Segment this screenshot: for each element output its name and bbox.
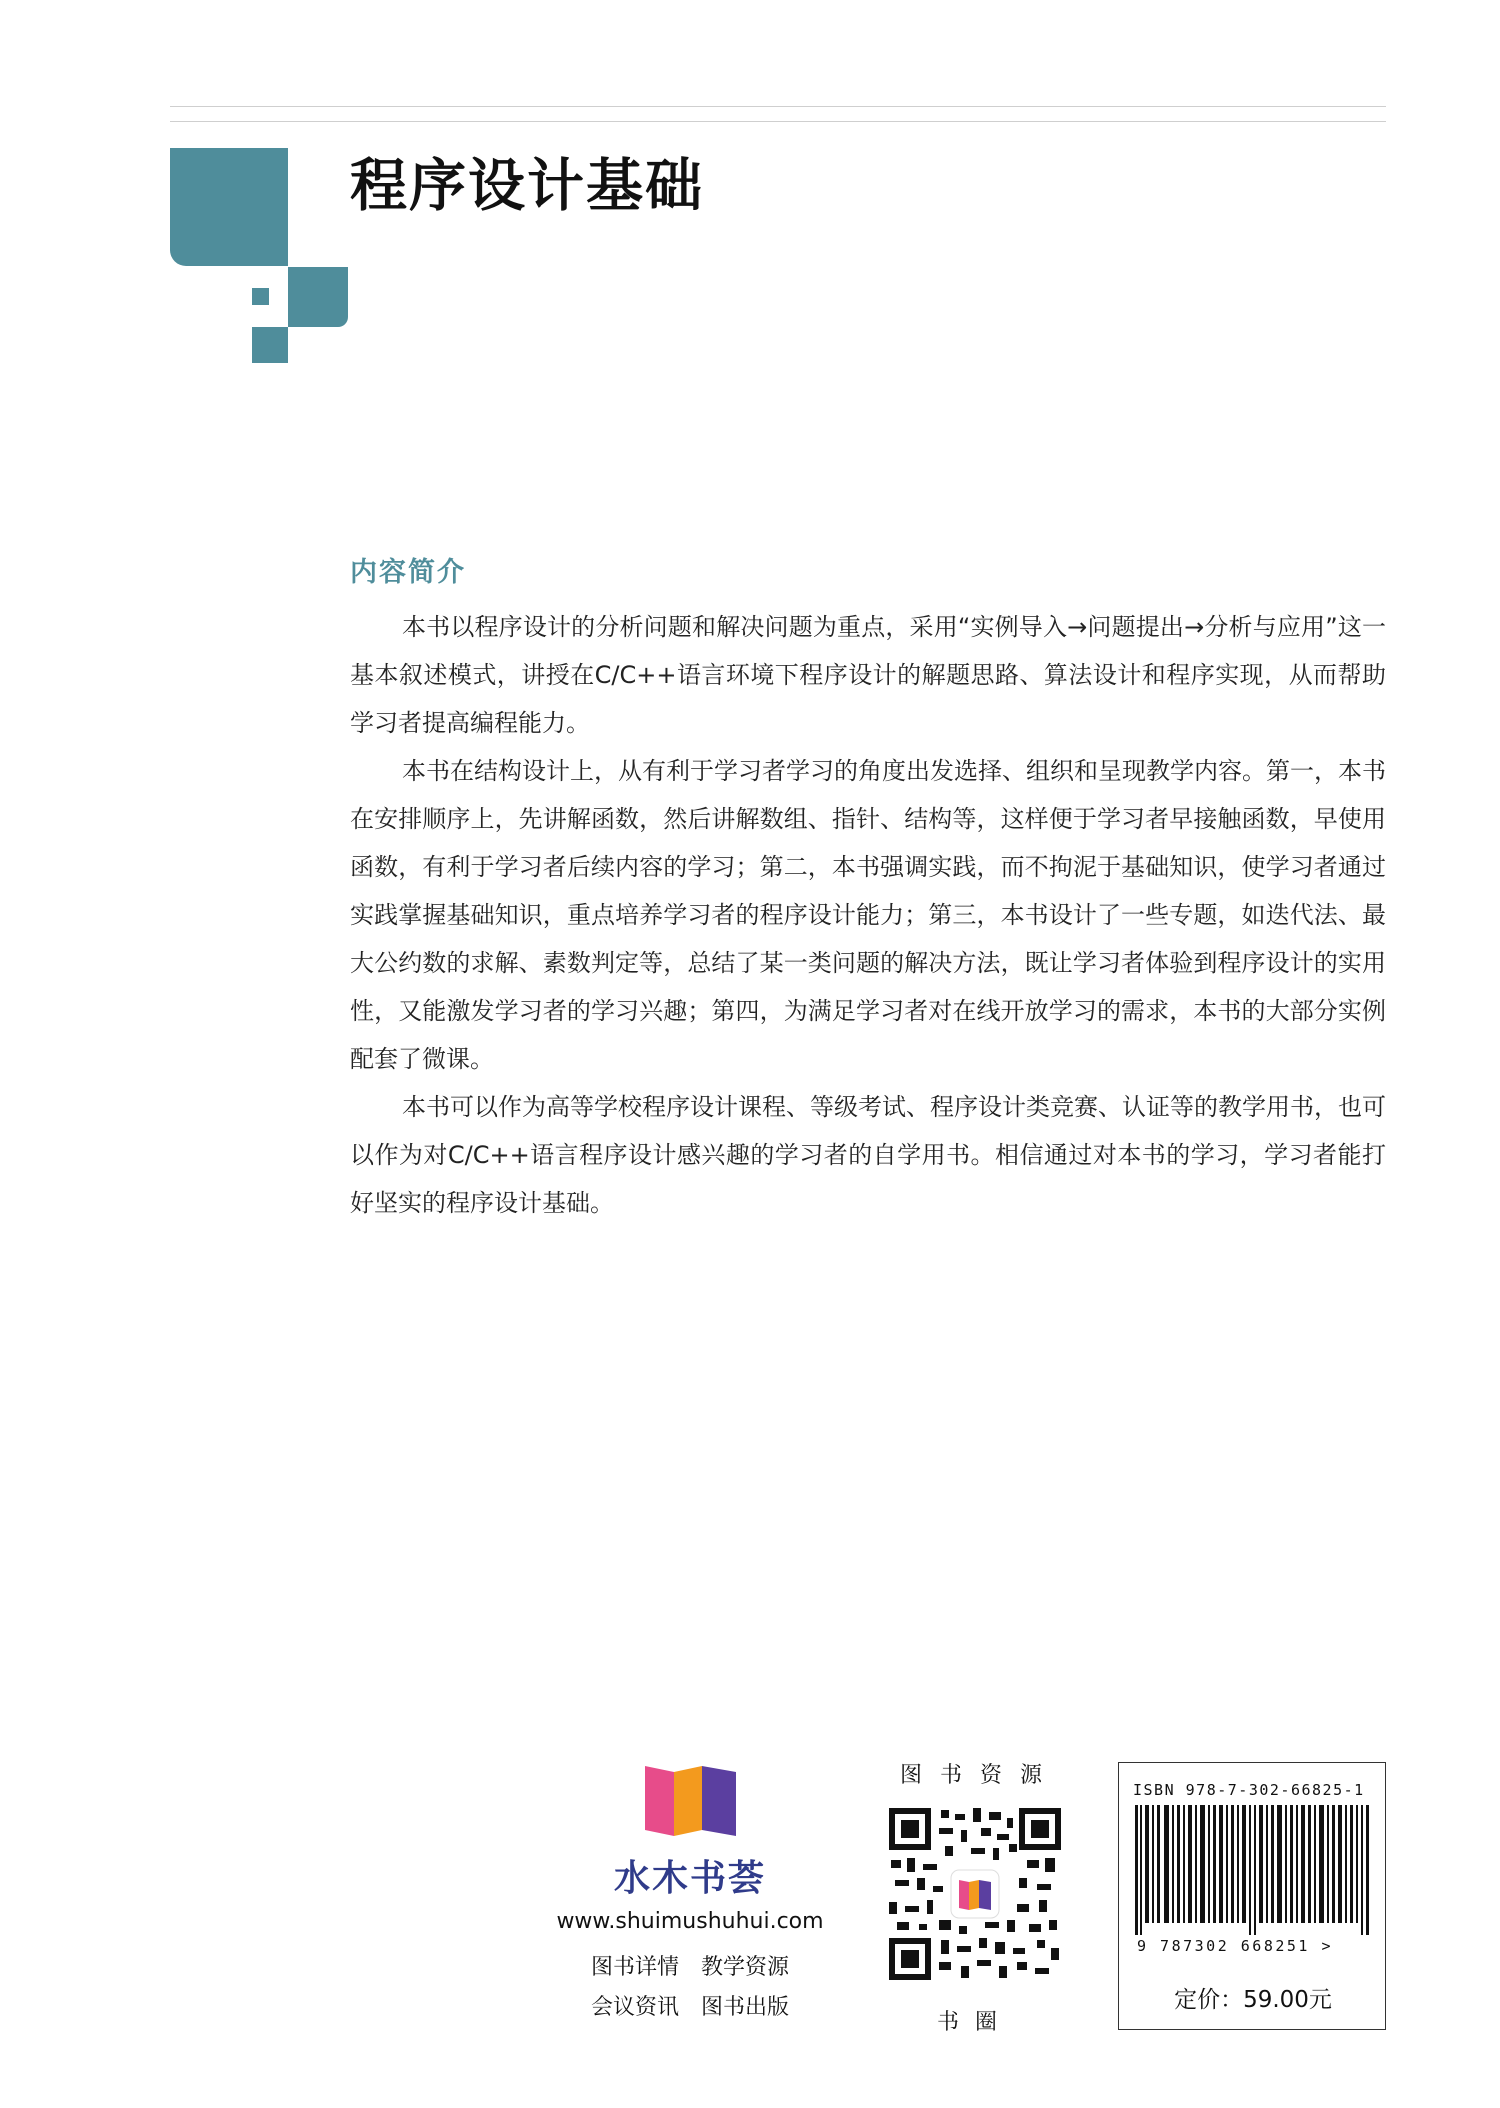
top-rule-1 — [170, 106, 1386, 107]
top-rule-2 — [170, 121, 1386, 122]
isbn-digits: 9 787302 668251 > — [1137, 1937, 1334, 1955]
intro-paragraph: 本书以程序设计的分析问题和解决问题为重点，采用“实例导入→问题提出→分析与应用”这一基本叙述模式，讲授在C/C++语言环境下程序设计的解题思路、算法设计和程序实现，从而帮助学习者提高编程能力。 — [350, 613, 1386, 737]
book-title: 程序设计基础 — [350, 153, 704, 219]
intro-paragraph: 本书在结构设计上，从有利于学习者学习的角度出发选择、组织和呈现教学内容。第一，本书在安排顺序上，先讲解函数，然后讲解数组、指针、结构等，这样便于学习者早接触函数，早使用函数，有利于学习者后续内容的学习；第二，本书强调实践，而不拘泥于基础知识，使学习者通过实践掌握基础知识，重点培养学习者的程序设计能力；第三，本书设计了一些专题，如迭代法、最大公约数的求解、素数判定等，总结了某一类问题的解决方法，既让学习者体验到程序设计的实用性，又能激发学习者的学习兴趣；第四，为满足学习者对在线开放学习的需求，本书的大部分实例配套了微课。 — [350, 757, 1386, 1073]
publisher-links — [560, 1948, 820, 2028]
links-row — [560, 1988, 820, 2028]
price-label: 定价：59.00元 — [1174, 1987, 1332, 2013]
isbn-box — [1118, 1762, 1386, 2030]
barcode-icon — [1131, 1805, 1375, 1935]
square-large — [170, 148, 288, 266]
link-conference-news[interactable]: 会议资讯 — [590, 1995, 679, 2020]
links-row — [560, 1948, 820, 1988]
link-book-details[interactable]: 图书详情 — [590, 1955, 679, 1980]
qr-code-icon[interactable] — [889, 1808, 1061, 1980]
intro-paragraph: 本书可以作为高等学校程序设计课程、等级考试、程序设计类竞赛、认证等的教学用书，也可以作为对C/C++语言程序设计感兴趣的学习者的自学用书。相信通过对本书的学习，学习者能打好坚实的程序设计基础。 — [350, 1093, 1386, 1217]
qr-heading: 图书资源 — [899, 1763, 1060, 1788]
isbn-label: ISBN 978-7-302-66825-1 — [1133, 1781, 1365, 1799]
publisher-url[interactable]: www.shuimushuhui.com — [556, 1909, 824, 1934]
intro-heading: 内容简介 — [350, 557, 466, 588]
square-small — [252, 288, 269, 305]
square-medium — [288, 267, 348, 327]
qr-footer: 书圈 — [936, 2010, 1013, 2035]
square-bottom — [252, 327, 288, 363]
link-book-publishing[interactable]: 图书出版 — [701, 1995, 790, 2020]
link-teaching-resources[interactable]: 教学资源 — [701, 1955, 790, 1980]
intro-body — [350, 603, 1386, 1227]
publisher-brand: 水木书荟 — [613, 1857, 766, 1899]
publisher-logo-icon — [640, 1760, 740, 1838]
